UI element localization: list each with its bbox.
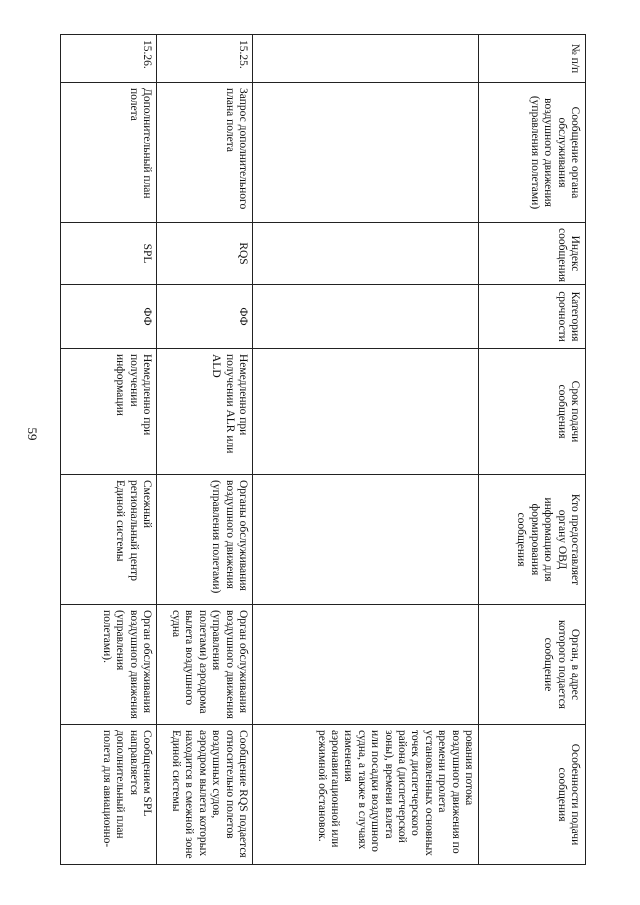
cell-empty: [253, 35, 479, 83]
cell-continuation-features: рования потока воздушного движения по времени пролета установленных основных точек диспетчерского района (диспетчерской зоны), времени взлета или посадки воздушного судна, а также в случаях изменения аэронавигационной или режимной обстановок.: [253, 725, 479, 865]
table-header-row: [479, 35, 586, 865]
cell-urgency: ФФ: [61, 285, 157, 349]
cell-provider: Смежный региональный центр Единой системы: [61, 475, 157, 605]
cell-empty: [253, 83, 479, 223]
cell-recipient: Орган обслуживания воздушного движения (управления полетами).: [61, 605, 157, 725]
messages-table: [60, 34, 586, 865]
header-features: Особенности подачи сообщения: [479, 725, 586, 865]
cell-features: Сообщение RQS подается относительно полетов воздушных судов, аэродром вылета которых находится в смежной зоне Единой системы: [157, 725, 253, 865]
cell-number: 15.25.: [157, 35, 253, 83]
cell-provider: Органы обслуживания воздушного движения (управления полетами): [157, 475, 253, 605]
header-recipient: Орган, в адрес которого подается сообщение: [479, 605, 586, 725]
cell-deadline: Немедленно при получении информации: [61, 349, 157, 475]
table-row-continuation: [253, 35, 479, 865]
cell-number: 15.26.: [61, 35, 157, 83]
cell-index: SPL: [61, 223, 157, 285]
header-urgency: Категория срочности: [479, 285, 586, 349]
cell-empty: [253, 475, 479, 605]
cell-empty: [253, 285, 479, 349]
cell-message: Запрос дополнительного плана полета: [157, 83, 253, 223]
cell-deadline: Немедленно при получении ALR или ALD: [157, 349, 253, 475]
cell-features: Сообщением SPL направляется дополнительный план полета для авиационно-: [61, 725, 157, 865]
header-number: № п/п: [479, 35, 586, 83]
header-index: Индекс сообщения: [479, 223, 586, 285]
header-provider: Кто предоставляет органу ОВД информацию для формирования сообщения: [479, 475, 586, 605]
table-row: [61, 35, 157, 865]
header-message: Сообщение органа обслуживания воздушного движения (управления полетами): [479, 83, 586, 223]
cell-message: Дополнительный план полета: [61, 83, 157, 223]
cell-urgency: ФФ: [157, 285, 253, 349]
cell-index: RQS: [157, 223, 253, 285]
cell-empty: [253, 349, 479, 475]
table-row: [157, 35, 253, 865]
rotated-table-wrapper: [61, 34, 586, 864]
header-deadline: Срок подачи сообщения: [479, 349, 586, 475]
cell-empty: [253, 223, 479, 285]
cell-empty: [253, 605, 479, 725]
page-number: 59: [25, 427, 40, 441]
cell-recipient: Орган обслуживания воздушного движения (управления полетами) аэродрома вылета воздушного судна: [157, 605, 253, 725]
